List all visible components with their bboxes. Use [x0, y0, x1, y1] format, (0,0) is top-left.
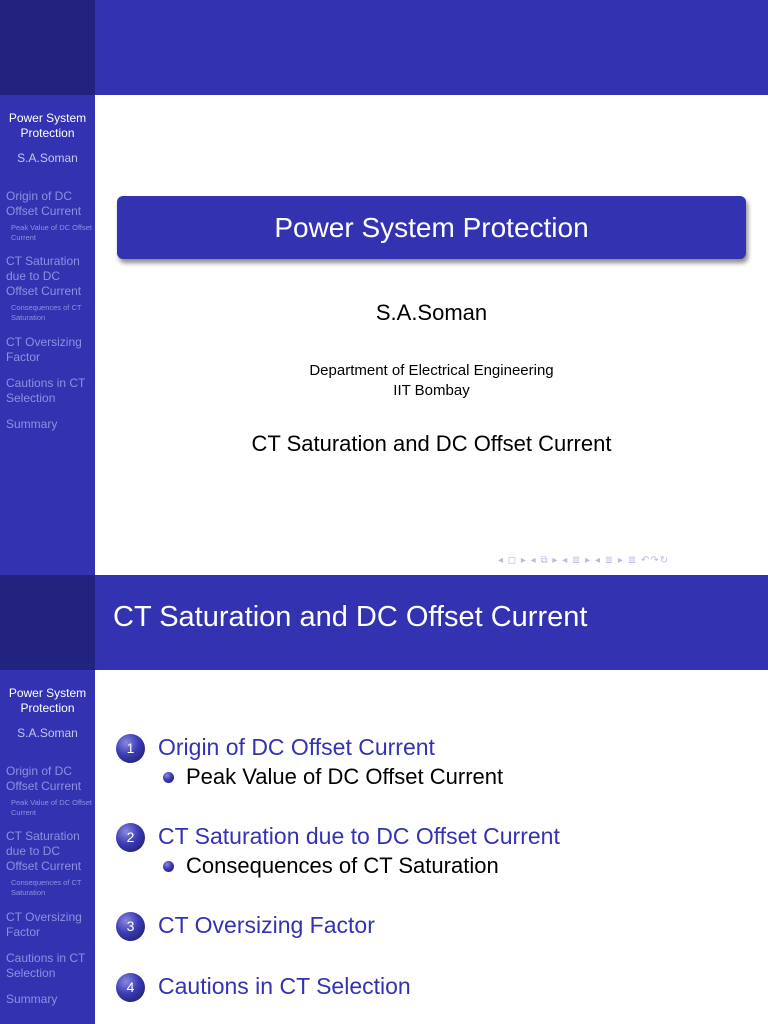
toc-subitem-consequences[interactable]: Consequences of CT Saturation — [186, 853, 499, 878]
bullet-icon — [163, 861, 174, 872]
beamer-navigation-icons[interactable]: ◂ ◻ ▸ ◂ ⧉ ▸ ◂ ≣ ▸ ◂ ≣ ▸ ≣ ↶↷↻ — [498, 555, 669, 566]
institute-name: IIT Bombay — [393, 382, 470, 399]
sidebar-subsection-peak-value[interactable]: Peak Value of DC Offset Current — [11, 223, 93, 242]
toc-item-oversizing[interactable]: CT Oversizing Factor — [158, 912, 375, 938]
bullet-icon — [163, 772, 174, 783]
presentation-subtitle: CT Saturation and DC Offset Current — [251, 431, 612, 456]
toc-number-ball: 1 — [116, 734, 145, 763]
header-band — [95, 575, 768, 670]
sidebar-subsection-consequences[interactable]: Consequences of CT Saturation — [11, 303, 82, 322]
sidebar-section-summary[interactable]: Summary — [6, 417, 58, 431]
sidebar-section-origin[interactable]: Origin of DC Offset Current — [6, 189, 82, 218]
sidebar-subsection-consequences[interactable]: Consequences of CT Saturation — [11, 878, 82, 897]
sidebar-section-oversizing[interactable]: CT Oversizing Factor — [6, 910, 82, 939]
sidebar — [0, 670, 95, 1024]
sidebar-section-cautions[interactable]: Cautions in CT Selection — [6, 951, 86, 980]
corner-block — [0, 0, 95, 95]
sidebar — [0, 95, 95, 575]
presentation-title: Power System Protection — [117, 196, 746, 259]
outline-slide — [0, 575, 768, 1024]
sidebar-subsection-peak-value[interactable]: Peak Value of DC Offset Current — [11, 798, 93, 817]
sidebar-section-ct-saturation[interactable]: CT Saturation due to DC Offset Current — [6, 829, 82, 873]
sidebar-section-summary[interactable]: Summary — [6, 992, 58, 1006]
sidebar-section-origin[interactable]: Origin of DC Offset Current — [6, 764, 82, 793]
sidebar-section-ct-saturation[interactable]: CT Saturation due to DC Offset Current — [6, 254, 82, 298]
sidebar-author[interactable]: S.A.Soman — [17, 151, 78, 165]
sidebar-title[interactable]: Power System Protection — [8, 111, 87, 140]
header-band — [95, 0, 768, 95]
sidebar-title[interactable]: Power System Protection — [8, 686, 87, 715]
toc-subitem-peak-value[interactable]: Peak Value of DC Offset Current — [186, 764, 504, 789]
author-name: S.A.Soman — [375, 300, 488, 325]
sidebar-author[interactable]: S.A.Soman — [17, 726, 78, 740]
sidebar-section-oversizing[interactable]: CT Oversizing Factor — [6, 335, 82, 364]
frame-title: CT Saturation and DC Offset Current — [113, 601, 588, 633]
toc-number-ball: 3 — [116, 912, 145, 941]
toc-number-ball: 2 — [116, 823, 145, 852]
toc-item-ct-saturation[interactable]: CT Saturation due to DC Offset Current — [158, 823, 560, 849]
toc-item-origin[interactable]: Origin of DC Offset Current — [158, 734, 435, 760]
corner-block — [0, 575, 95, 670]
toc-item-cautions[interactable]: Cautions in CT Selection — [158, 973, 411, 999]
institute-department: Department of Electrical Engineering — [309, 362, 554, 379]
sidebar-section-cautions[interactable]: Cautions in CT Selection — [6, 376, 86, 405]
toc-number-ball: 4 — [116, 973, 145, 1002]
